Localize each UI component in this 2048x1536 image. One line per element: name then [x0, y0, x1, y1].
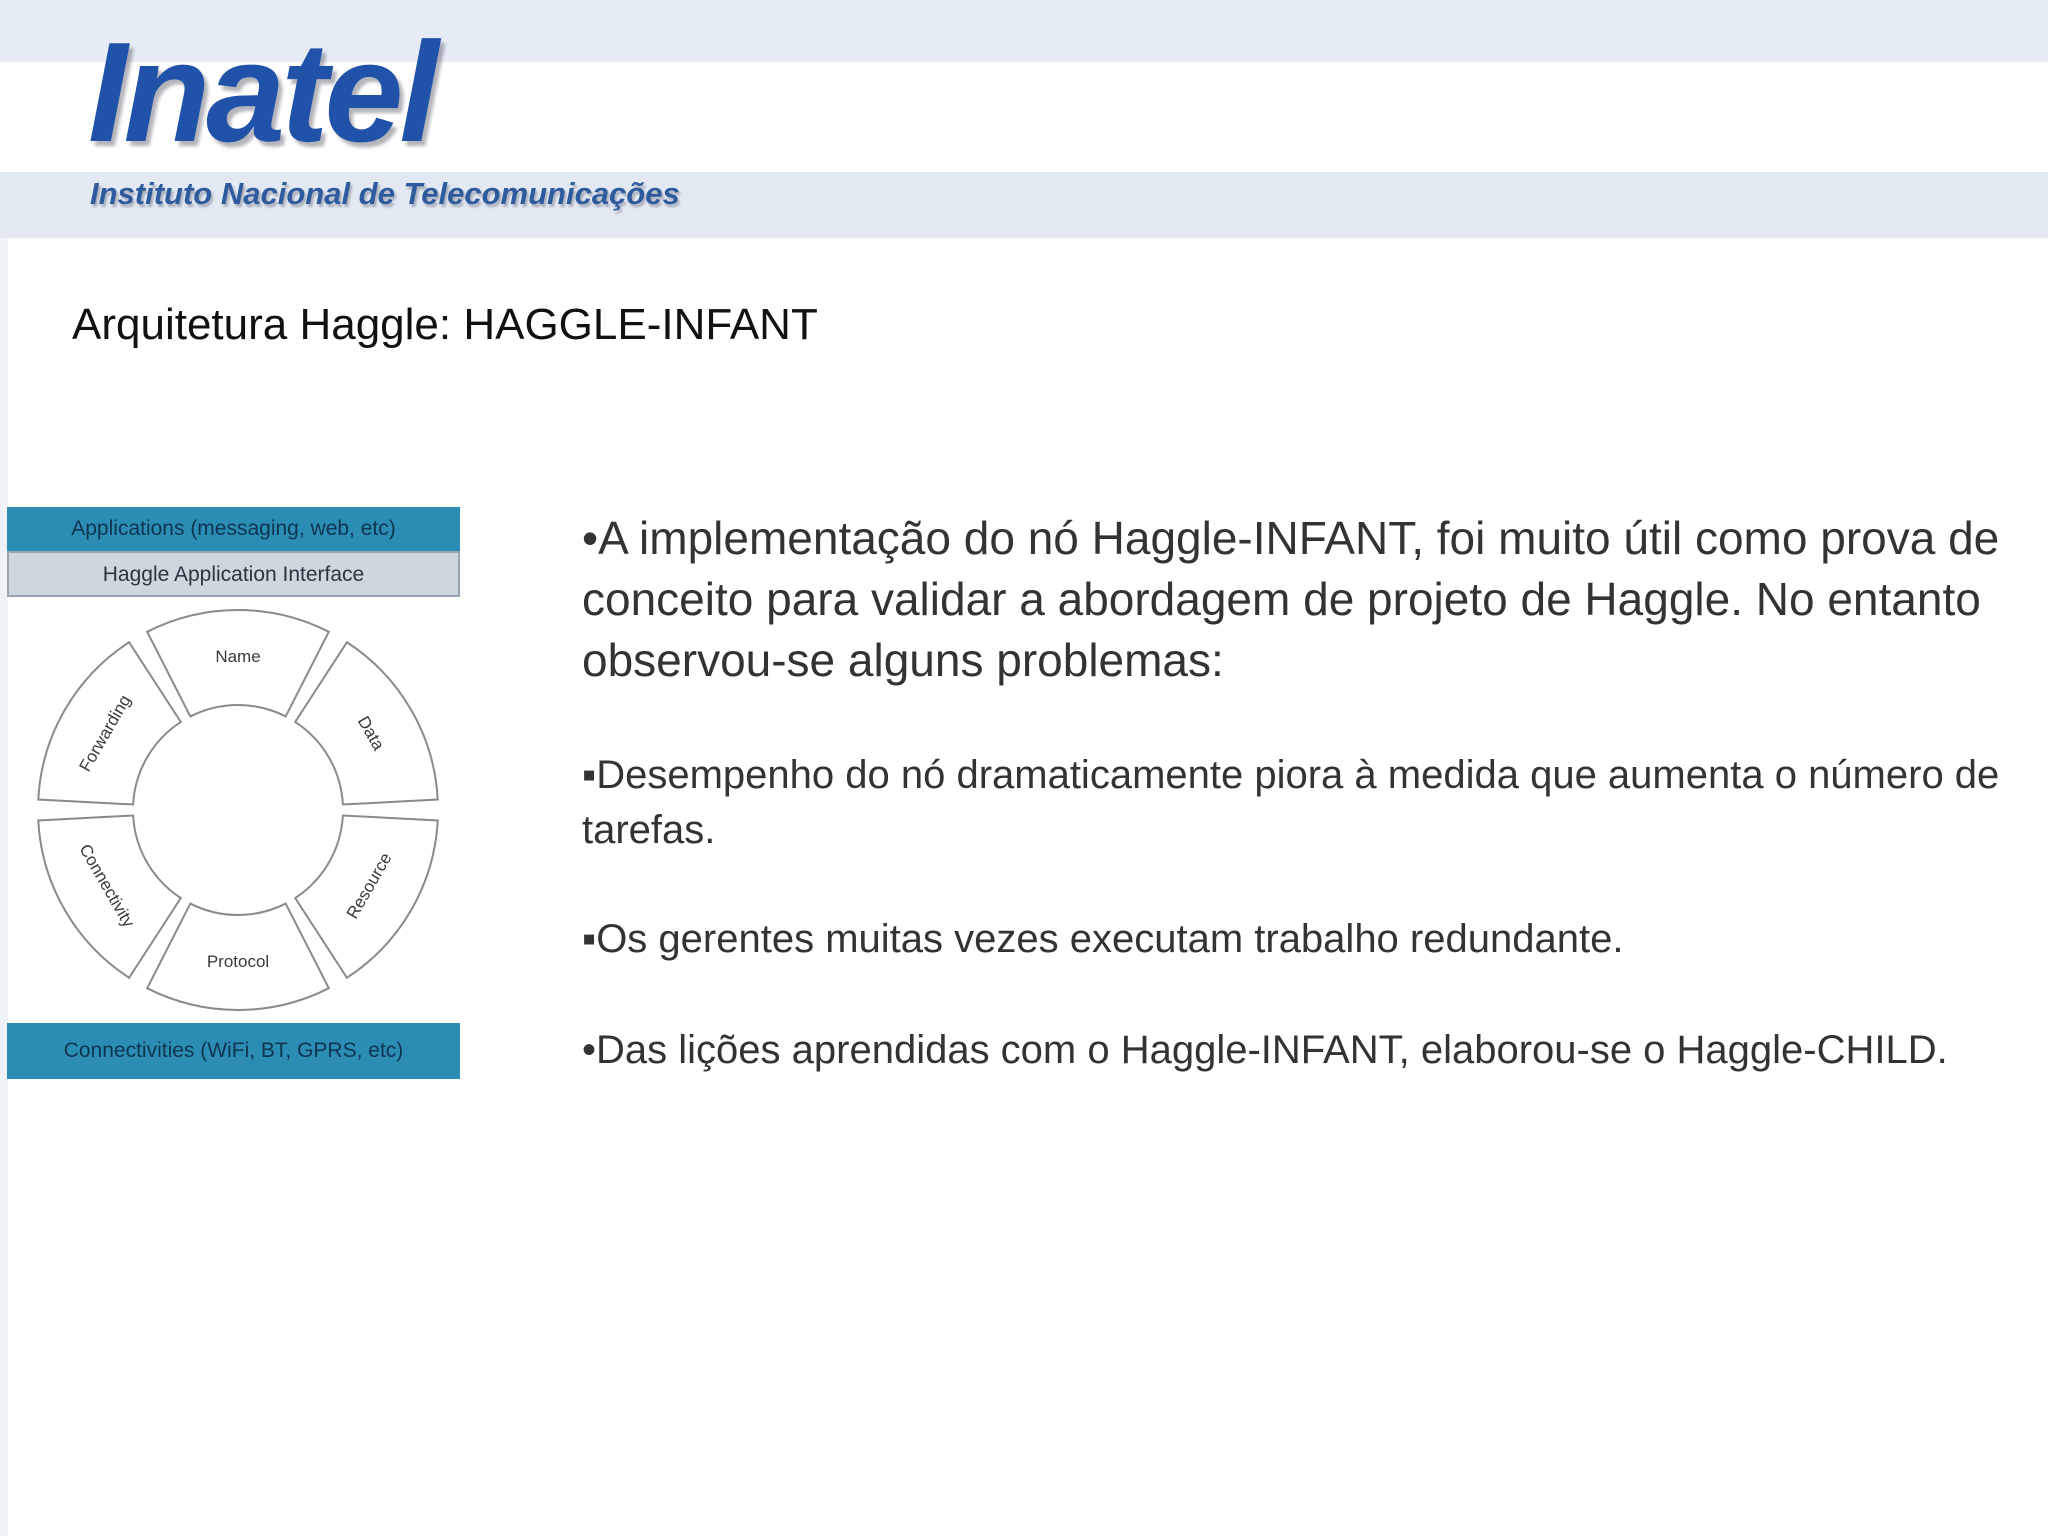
ring-label-data: Data	[353, 712, 389, 754]
application-interface-bar: Haggle Application Interface	[7, 551, 460, 597]
paragraph-performance-text: Desempenho do nó dramaticamente piora à medida que aumenta o número de tarefas.	[582, 753, 2000, 852]
paragraph-lessons-text: Das lições aprendidas com o Haggle-INFANT, elaborou-se o Haggle-CHILD.	[596, 1028, 1948, 1072]
ring-segments	[38, 610, 437, 1010]
ring-label-protocol: Protocol	[206, 951, 270, 971]
paragraph-performance	[582, 748, 2002, 858]
paragraph-implementation	[582, 508, 2002, 691]
bullet-square: ▪	[582, 917, 597, 961]
inatel-logo: Inatel	[88, 13, 435, 172]
bullet-round: •	[582, 1028, 597, 1072]
manager-ring	[0, 600, 470, 1020]
ring-label-connectivity: Connectivity	[75, 840, 139, 931]
slide-title: Arquitetura Haggle: HAGGLE-INFANT	[72, 300, 818, 349]
paragraph-managers	[582, 912, 2002, 967]
ring-label-name: Name	[215, 646, 261, 666]
bullet-round: •	[582, 512, 599, 564]
paragraph-managers-text: Os gerentes muitas vezes executam trabalho redundante.	[596, 917, 1624, 961]
haggle-architecture-diagram	[0, 500, 470, 1090]
paragraph-implementation-text: A implementação do nó Haggle-INFANT, foi muito útil como prova de conceito para validar a abordagem de projeto de Haggle. No entanto observou-se alguns problemas:	[582, 512, 2000, 686]
paragraph-lessons	[582, 1023, 2002, 1078]
ring-label-resource: Resource	[342, 849, 396, 923]
ring-label-forwarding: Forwarding	[75, 691, 135, 775]
applications-bar: Applications (messaging, web, etc)	[7, 507, 460, 551]
inatel-logo-subtitle: Instituto Nacional de Telecomunicações	[90, 176, 680, 211]
bullet-square: ▪	[582, 753, 597, 797]
connectivities-bar: Connectivities (WiFi, BT, GPRS, etc)	[7, 1023, 460, 1079]
